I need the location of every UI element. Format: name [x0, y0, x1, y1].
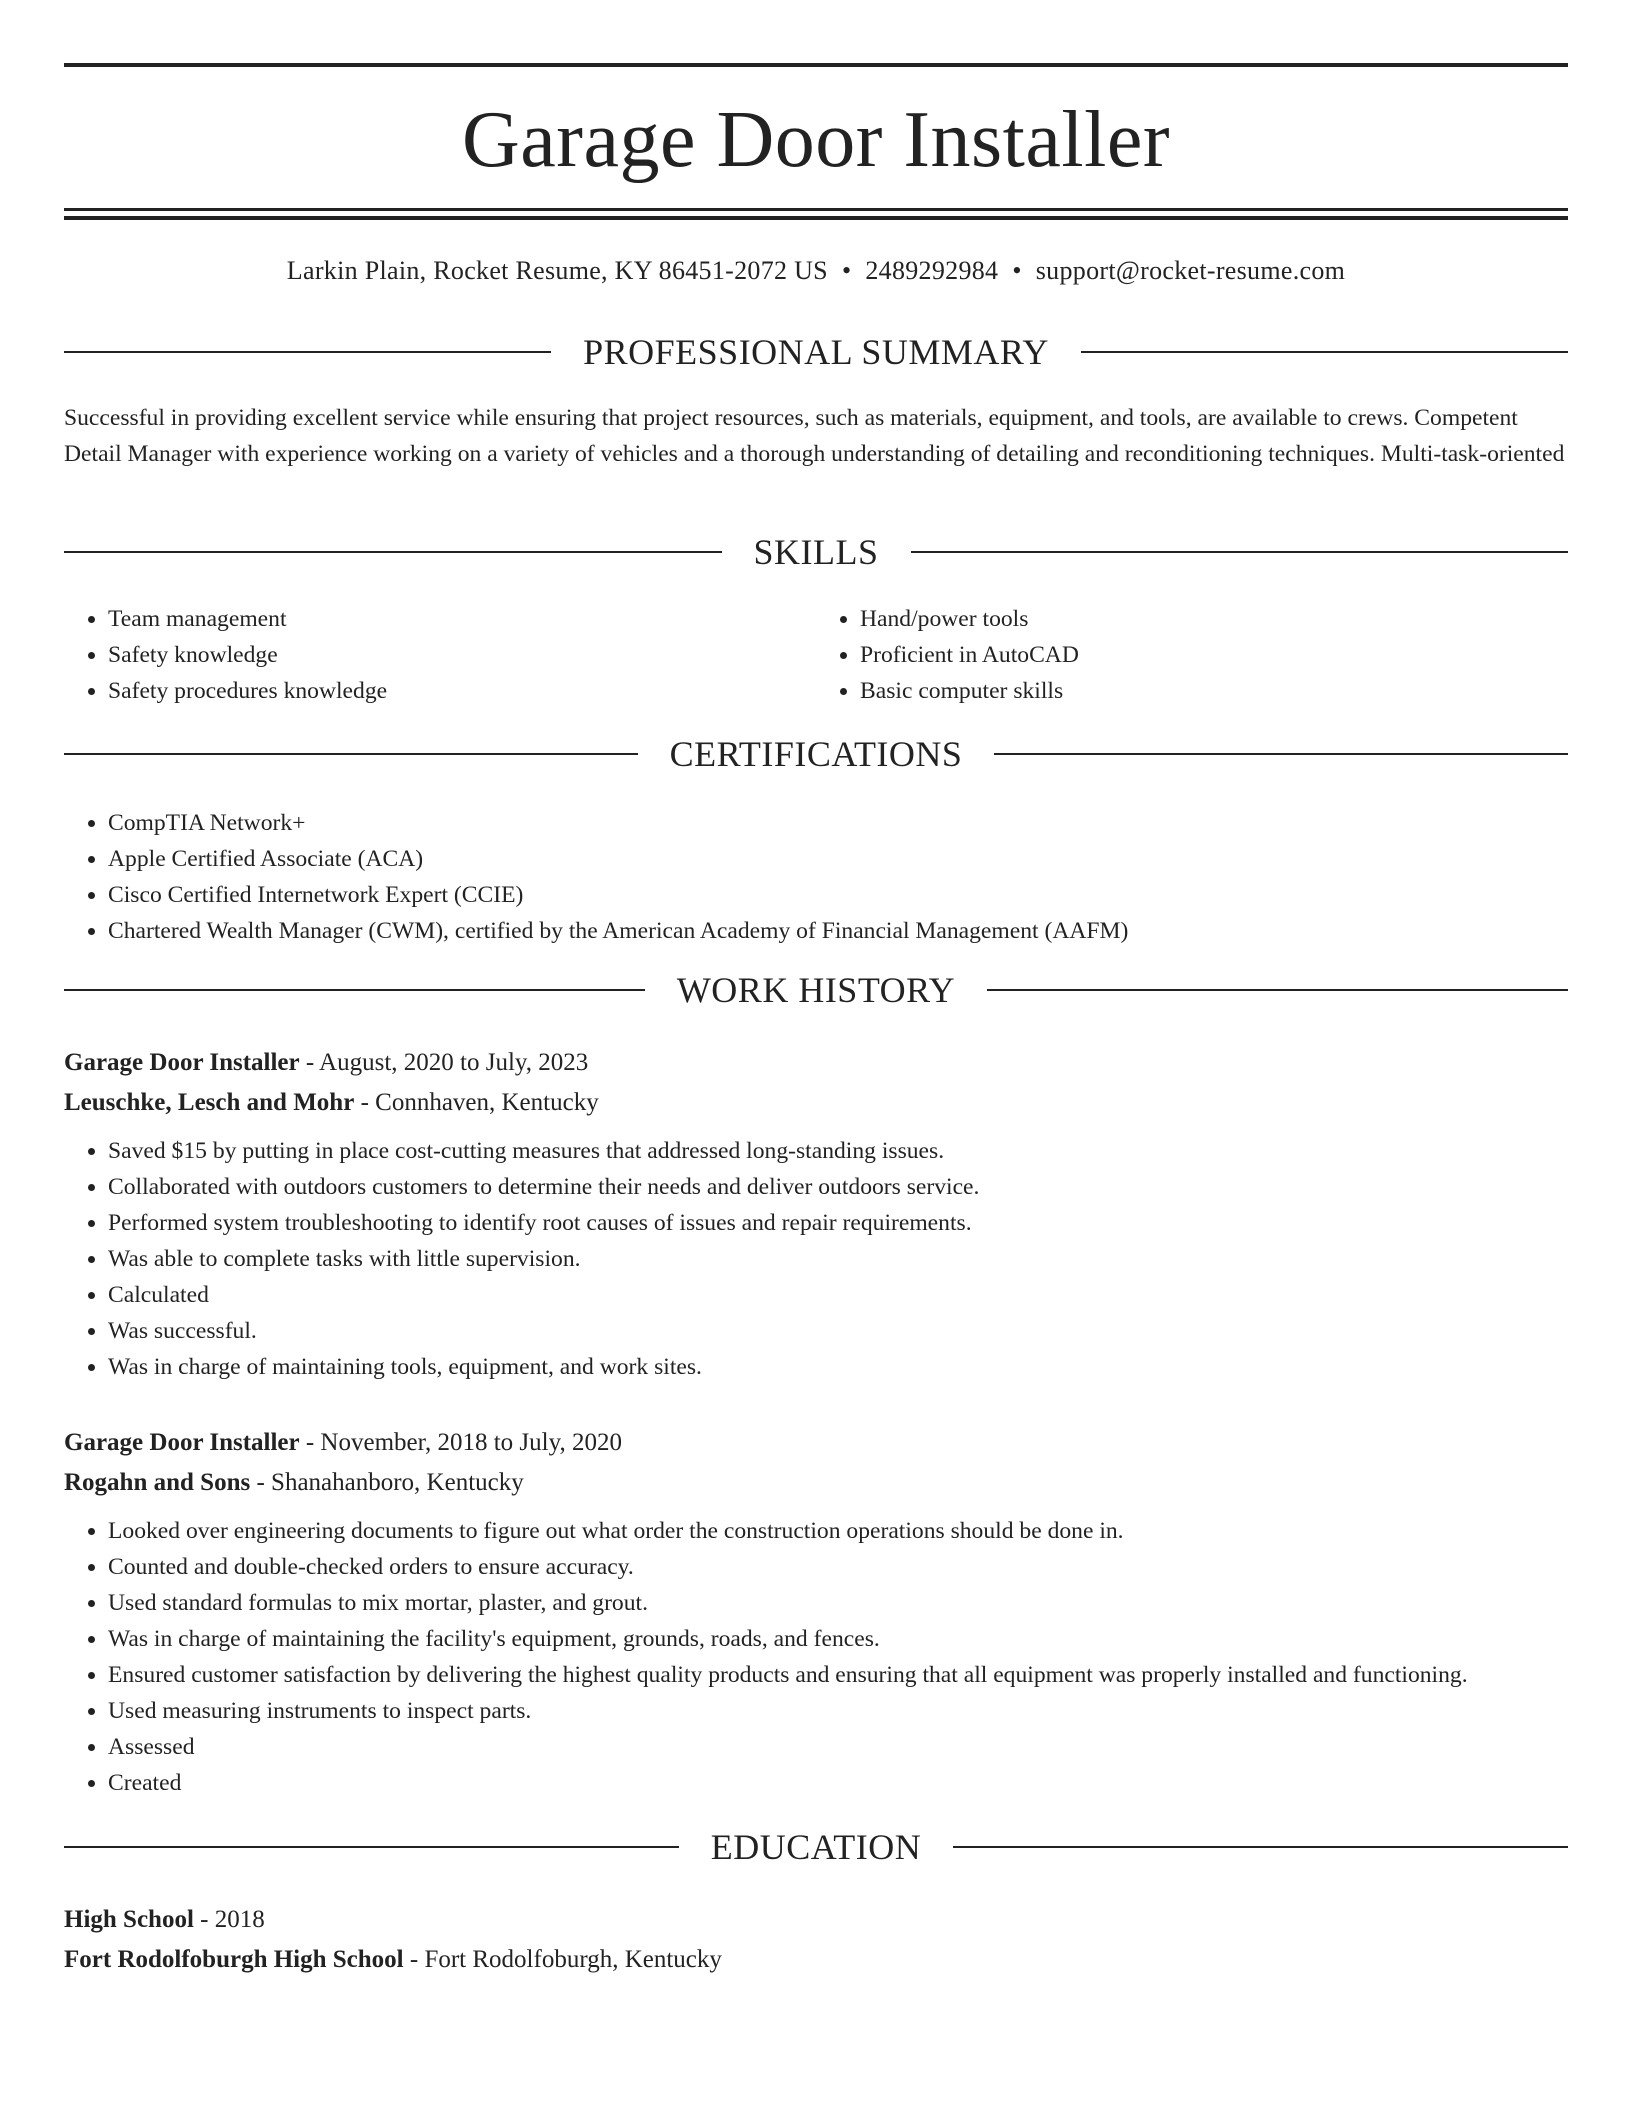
- heading-rule: [987, 989, 1568, 991]
- skill-item: • Team management: [108, 601, 816, 637]
- job-title: Garage Door Installer: [64, 1429, 300, 1456]
- section-heading-skills: [64, 530, 1568, 574]
- duty-item: • Collaborated with outdoors customers to determine their needs and deliver outdoors service.: [108, 1169, 1568, 1205]
- job-dates: - November, 2018 to July, 2020: [299, 1429, 622, 1456]
- work-entry: [64, 1423, 1568, 1801]
- work-entry: [64, 1043, 1568, 1385]
- section-heading-education: [64, 1825, 1568, 1869]
- certification-item: • Apple Certified Associate (ACA): [108, 841, 1568, 877]
- section-heading-certifications: [64, 732, 1568, 776]
- summary-text: Successful in providing excellent service while ensuring that project resources, such as materials, equipment, and tools, are available to crews. Competent Detail Manager with experience working on a variety of vehicles and a thorough understanding of detailing and reconditioning techniques. Multi-task-oriented: [64, 405, 1565, 467]
- section-title: CERTIFICATIONS: [669, 734, 963, 774]
- title-rule-upper: [64, 208, 1568, 211]
- heading-rule: [994, 753, 1568, 755]
- duty-item: • Was successful.: [108, 1313, 1568, 1349]
- section-heading-work-history: [64, 968, 1568, 1012]
- skills-column-left: [64, 601, 816, 709]
- job-duties: [64, 1133, 1568, 1385]
- school-line: [64, 1940, 1568, 1980]
- skills-list: [64, 601, 1568, 709]
- section-title: WORK HISTORY: [676, 970, 956, 1010]
- skill-item: • Safety knowledge: [108, 637, 816, 673]
- graduation-year: - 2018: [193, 1906, 265, 1933]
- job-title-line: [64, 1423, 1568, 1463]
- top-rule: [64, 63, 1568, 67]
- job-company-line: [64, 1463, 1568, 1503]
- duty-item: • Assessed: [108, 1729, 1568, 1765]
- skill-item: • Hand/power tools: [860, 601, 1568, 637]
- company-name: Rogahn and Sons: [64, 1469, 251, 1496]
- certification-item: • Cisco Certified Internetwork Expert (CCIE): [108, 877, 1568, 913]
- duty-item: • Created: [108, 1765, 1568, 1801]
- duty-item: • Performed system troubleshooting to identify root causes of issues and repair requirements.: [108, 1205, 1568, 1241]
- certification-item: • Chartered Wealth Manager (CWM), certified by the American Academy of Financial Management (AAFM): [108, 913, 1568, 949]
- duty-item: • Was in charge of maintaining tools, equipment, and work sites.: [108, 1349, 1568, 1385]
- skill-item: • Safety procedures knowledge: [108, 673, 816, 709]
- duty-item: • Counted and double-checked orders to ensure accuracy.: [108, 1549, 1568, 1585]
- job-duties: [64, 1513, 1568, 1801]
- company-location: - Shanahanboro, Kentucky: [250, 1469, 524, 1496]
- duty-item: • Ensured customer satisfaction by delivering the highest quality products and ensuring that all equipment was properly installed and functioning.: [108, 1657, 1568, 1693]
- heading-rule: [911, 551, 1569, 553]
- duty-item: • Calculated: [108, 1277, 1568, 1313]
- school-name: Fort Rodolfoburgh High School: [64, 1946, 404, 1973]
- heading-rule: [64, 989, 645, 991]
- contact-line: [64, 254, 1568, 288]
- education-entry: [64, 1900, 1568, 1980]
- heading-rule: [64, 551, 722, 553]
- duty-item: • Was able to complete tasks with little supervision.: [108, 1241, 1568, 1277]
- contact-phone: 2489292984: [865, 256, 999, 285]
- duty-item: • Used measuring instruments to inspect parts.: [108, 1693, 1568, 1729]
- contact-email: support@rocket-resume.com: [1035, 256, 1346, 285]
- skills-column-right: [816, 601, 1568, 709]
- heading-rule: [1081, 351, 1568, 353]
- skill-item: • Basic computer skills: [860, 673, 1568, 709]
- degree: High School: [64, 1906, 194, 1933]
- section-title: PROFESSIONAL SUMMARY: [583, 332, 1049, 372]
- contact-separator: •: [1012, 256, 1022, 285]
- degree-line: [64, 1900, 1568, 1940]
- job-company-line: [64, 1083, 1568, 1123]
- heading-rule: [64, 753, 638, 755]
- section-title: EDUCATION: [710, 1827, 922, 1867]
- company-location: - Connhaven, Kentucky: [354, 1089, 599, 1116]
- contact-address: Larkin Plain, Rocket Resume, KY 86451-2072 US: [286, 256, 828, 285]
- duty-item: • Looked over engineering documents to figure out what order the construction operations should be done in.: [108, 1513, 1568, 1549]
- title-rule-lower: [64, 216, 1568, 220]
- certifications-list: [64, 805, 1568, 949]
- contact-separator: •: [841, 256, 852, 285]
- heading-rule: [64, 1846, 679, 1848]
- heading-rule: [64, 351, 551, 353]
- job-dates: - August, 2020 to July, 2023: [299, 1049, 589, 1076]
- certification-item: • CompTIA Network+: [108, 805, 1568, 841]
- skill-item: • Proficient in AutoCAD: [860, 637, 1568, 673]
- heading-rule: [953, 1846, 1568, 1848]
- school-location: - Fort Rodolfoburgh, Kentucky: [403, 1946, 722, 1973]
- job-title-line: [64, 1043, 1568, 1083]
- section-title: SKILLS: [753, 532, 879, 572]
- duty-item: • Saved $15 by putting in place cost-cutting measures that addressed long-standing issues.: [108, 1133, 1568, 1169]
- duty-item: • Was in charge of maintaining the facility's equipment, grounds, roads, and fences.: [108, 1621, 1568, 1657]
- resume-title: Garage Door Installer: [462, 96, 1170, 184]
- section-heading-summary: [64, 330, 1568, 374]
- duty-item: • Used standard formulas to mix mortar, plaster, and grout.: [108, 1585, 1568, 1621]
- job-title: Garage Door Installer: [64, 1049, 300, 1076]
- company-name: Leuschke, Lesch and Mohr: [64, 1089, 355, 1116]
